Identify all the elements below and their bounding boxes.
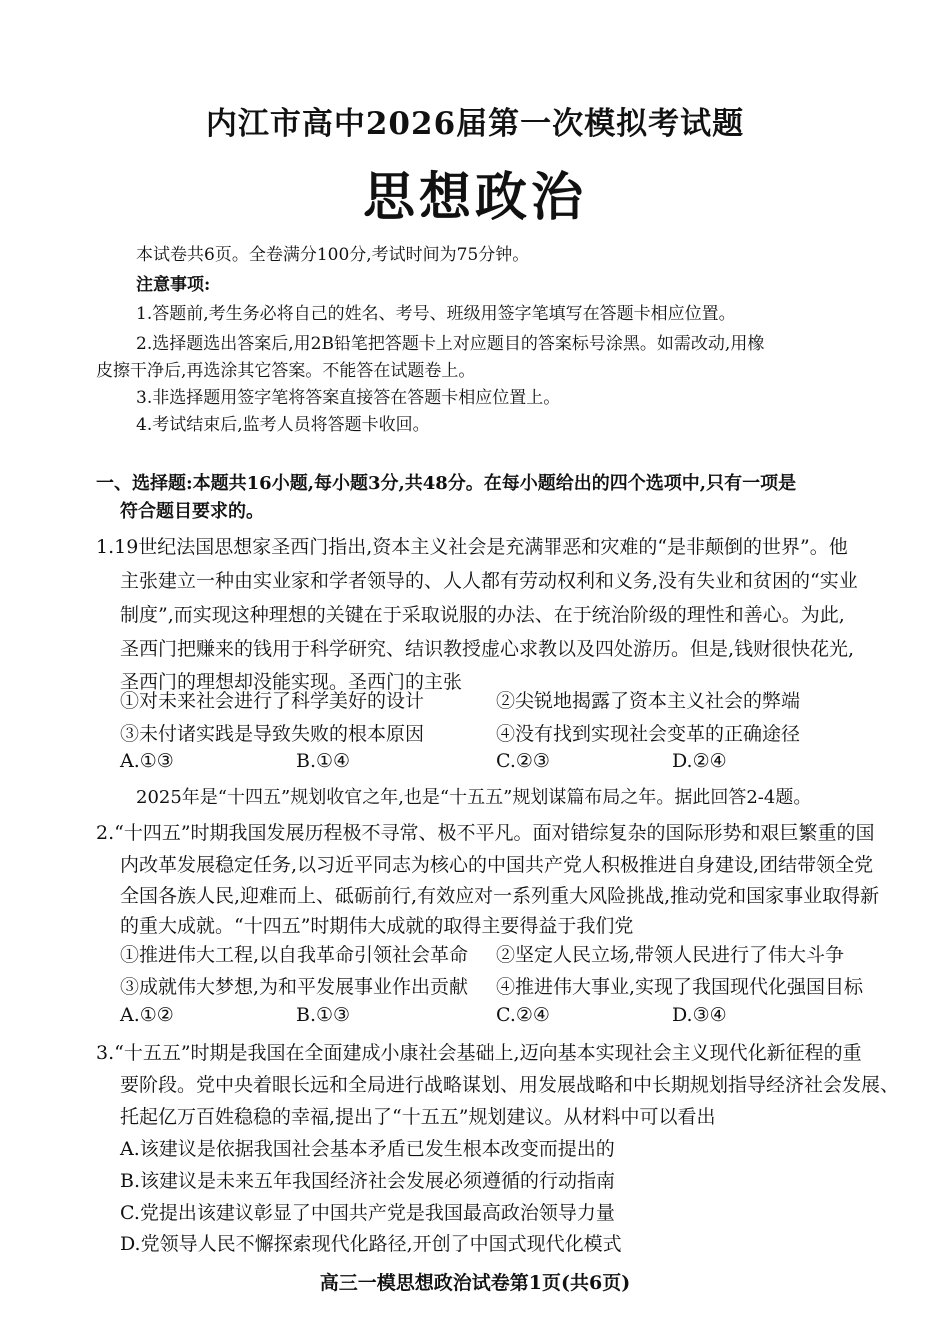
question-2-choice-c: C.②④: [496, 1004, 550, 1026]
question-1-choice-a: A.①③: [120, 750, 174, 772]
page-footer: 高三一模思想政治试卷第1页(共6页): [319, 1272, 631, 1294]
section-heading-cont: 符合题目要求的。: [120, 501, 264, 522]
question-2-text: 的重大成就。“十四五”时期伟大成就的取得主要得益于我们党: [120, 915, 634, 937]
question-1-text: 圣西门把赚来的钱用于科学研究、结识教授虚心求教以及四处游历。但是,钱财很快花光,: [120, 638, 855, 660]
question-1-text: 1.19世纪法国思想家圣西门指出,资本主义社会是充满罪恶和灾难的“是非颠倒的世界”。他: [96, 536, 848, 558]
notice-item-3: 3.非选择题用签字笔将答案直接答在答题卡相应位置上。: [136, 388, 561, 408]
question-3-choice-a: A.该建议是依据我国社会基本矛盾已发生根本改变而提出的: [120, 1138, 615, 1160]
question-1-choice-c: C.②③: [496, 750, 550, 772]
exam-title: 内江市高中2026届第一次模拟考试题: [205, 106, 745, 142]
question-3-choice-c: C.党提出该建议彰显了中国共产党是我国最高政治领导力量: [120, 1202, 615, 1224]
question-3-choice-b: B.该建议是未来五年我国经济社会发展必须遵循的行动指南: [120, 1170, 616, 1192]
question-1-item: ③未付诸实践是导致失败的根本原因: [120, 723, 425, 745]
notice-item-4: 4.考试结束后,监考人员将答题卡收回。: [136, 415, 430, 435]
question-2-choice-a: A.①②: [120, 1004, 174, 1026]
question-2-text: 2.“十四五”时期我国发展历程极不寻常、极不平凡。面对错综复杂的国际形势和艰巨繁重的国: [96, 822, 875, 844]
question-2-item: ②坚定人民立场,带领人民进行了伟大斗争: [496, 944, 845, 966]
subject-title: 思想政治: [362, 167, 587, 228]
question-1-item: ④没有找到实现社会变革的正确途径: [496, 723, 801, 745]
question-2-item: ③成就伟大梦想,为和平发展事业作出贡献: [120, 976, 469, 998]
question-1-text: 制度”,而实现这种理想的关键在于采取说服的办法、在于统治阶级的理性和善心。为此,: [120, 604, 845, 626]
question-3-text: 要阶段。党中央着眼长远和全局进行战略谋划、用发展战略和中长期规划指导经济社会发展、: [120, 1074, 900, 1096]
notice-item-2: 2.选择题选出答案后,用2B铅笔把答题卡上对应题目的答案标号涂黑。如需改动,用橡: [136, 334, 765, 354]
exam-summary: 本试卷共6页。全卷满分100分,考试时间为75分钟。: [136, 245, 530, 265]
question-2-item: ①推进伟大工程,以自我革命引领社会革命: [120, 944, 469, 966]
section-heading: 一、选择题:本题共16小题,每小题3分,共48分。在每小题给出的四个选项中,只有一项是: [96, 473, 797, 494]
question-2-choice-d: D.③④: [672, 1004, 727, 1026]
question-2-choice-b: B.①③: [296, 1004, 351, 1026]
question-1-choice-d: D.②④: [672, 750, 727, 772]
notice-item-1: 1.答题前,考生务必将自己的姓名、考号、班级用签字笔填写在答题卡相应位置。: [136, 304, 736, 324]
question-3-text: 3.“十五五”时期是我国在全面建成小康社会基础上,迈向基本实现社会主义现代化新征程的重: [96, 1042, 862, 1064]
question-1-item: ②尖锐地揭露了资本主义社会的弊端: [496, 690, 801, 712]
question-2-item: ④推进伟大事业,实现了我国现代化强国目标: [496, 976, 864, 998]
material-intro-2-4: 2025年是“十四五”规划收官之年,也是“十五五”规划谋篇布局之年。据此回答2-4题。: [136, 787, 812, 808]
question-1-text: 圣西门的理想却没能实现。圣西门的主张: [120, 671, 463, 693]
question-1-text: 主张建立一种由实业家和学者领导的、人人都有劳动权利和义务,没有失业和贫困的“实业: [120, 570, 858, 592]
question-2-text: 内改革发展稳定任务,以习近平同志为核心的中国共产党人积极推进自身建设,团结带领全党: [120, 854, 874, 876]
question-3-choice-d: D.党领导人民不懈探索现代化路径,开创了中国式现代化模式: [120, 1233, 622, 1255]
question-1-choice-b: B.①④: [296, 750, 351, 772]
question-2-text: 全国各族人民,迎难而上、砥砺前行,有效应对一系列重大风险挑战,推动党和国家事业取得新: [120, 885, 880, 907]
notice-item-2-cont: 皮擦干净后,再选涂其它答案。不能答在试题卷上。: [96, 361, 476, 381]
notice-title: 注意事项:: [136, 275, 211, 295]
question-1-item: ①对未来社会进行了科学美好的设计: [120, 690, 425, 712]
question-3-text: 托起亿万百姓稳稳的幸福,提出了“十五五”规划建议。从材料中可以看出: [120, 1106, 716, 1128]
